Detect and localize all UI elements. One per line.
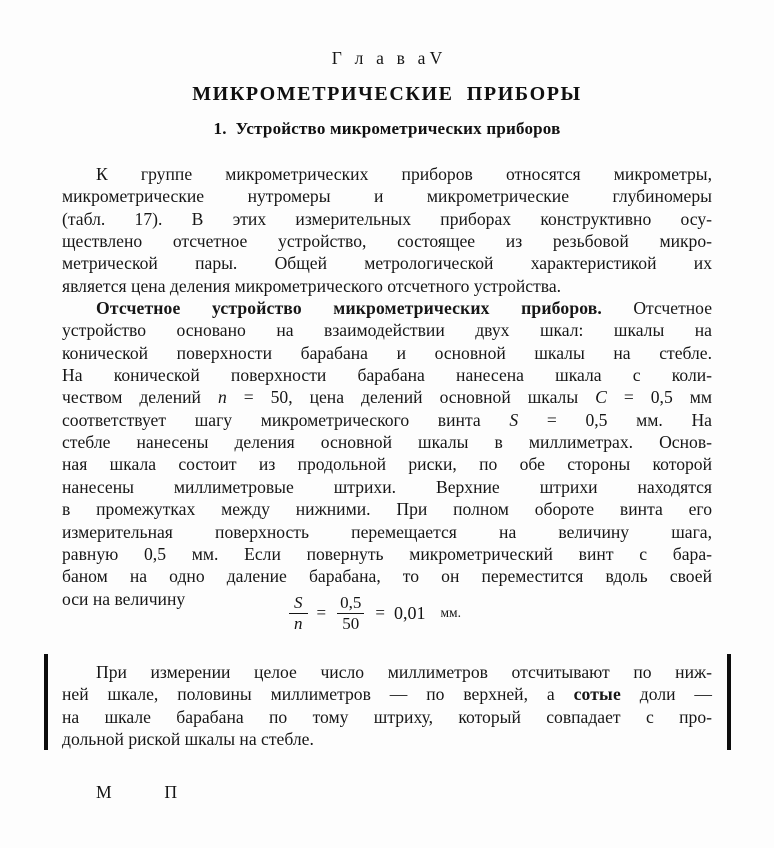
text-run: При измерении целое число миллиметров отсчитывают по ни <box>96 662 694 682</box>
paragraph-line: на шкале барабана по тому штриху, который совпадает с про- <box>62 706 712 727</box>
equals-sign-1: = <box>316 603 327 623</box>
paragraph-line-rest: Отсчетное <box>601 298 713 319</box>
text-run: ней шкале, половины миллиметров — по верхней, а <box>62 684 574 705</box>
paragraph-line: баном на одно даление барабана, то он переместится вдоль своей <box>62 566 712 587</box>
text-run: = 0,5 мм. На <box>518 409 712 430</box>
paragraph-line: ществлено отсчетное устройство, состоящее из резьбовой микро- <box>62 231 712 252</box>
paragraph-line: ная шкала состоит из продольной риски, по обе стороны которой <box>62 454 712 475</box>
paragraph-1 <box>62 163 712 297</box>
fraction-05-over-50 <box>335 594 366 633</box>
text-run: доли — <box>620 684 712 705</box>
text-run: чеством делений <box>62 387 218 408</box>
paragraph-line: микрометрические нутромеры и микрометрические глубиномеры <box>62 186 712 207</box>
paragraph-line <box>62 683 712 705</box>
paragraph-3 <box>62 661 712 750</box>
variable-S: S <box>509 409 519 430</box>
page-title: МИКРОМЕТРИЧЕСКИЕ ПРИБОРЫ <box>192 83 582 105</box>
bold-lead-in: Отсчетное устройство микрометрических приборов. <box>96 298 602 319</box>
paragraph-line <box>62 297 712 319</box>
paragraph-line: нанесены миллиметровые штрихи. Верхние штрихи находятся <box>62 476 712 497</box>
fraction-s-over-n <box>289 594 308 633</box>
right-vertical-rule <box>727 654 731 750</box>
emphasis-run: сотые <box>573 684 621 705</box>
text-run: = 50, цена делений основной шкалы <box>226 387 596 408</box>
paragraph-2 <box>62 297 712 610</box>
cut-off-next-line <box>62 740 712 802</box>
paragraph-line <box>62 409 712 431</box>
formula-unit: мм. <box>440 605 461 621</box>
paragraph-line: устройство основано на взаимодействии двух шкал: шкалы на <box>62 320 712 341</box>
chapter-number: V <box>429 48 443 68</box>
formula-denominator-value: 50 <box>337 613 364 633</box>
paragraph-line: К группе микрометрических приборов относятся микрометры, <box>96 164 712 184</box>
formula-expression <box>289 594 461 633</box>
variable-C: C <box>595 387 607 408</box>
paragraph-line: дольной риской шкалы на стебле. <box>62 729 314 750</box>
paragraph-line: конической поверхности барабана и основной шкалы на стебле. <box>62 342 712 363</box>
paragraph-line: измерительная поверхность перемещается на величину шага, <box>62 521 712 542</box>
text-run-hyphen: ж- <box>693 662 712 682</box>
paragraph-line: стебле нанесены деления основной шкалы в миллиметрах. Основ- <box>62 432 712 453</box>
formula-denominator-n: n <box>294 613 303 633</box>
paragraph-line: равную 0,5 мм. Если повернуть микрометрический винт с бара- <box>62 543 712 564</box>
formula-numerator-value: 0,5 <box>340 593 362 612</box>
chapter-label: Г л а в а <box>331 48 430 68</box>
section-heading: 1. Устройство микрометрических приборов <box>213 119 561 138</box>
cut-off-text: М П <box>96 781 178 802</box>
left-vertical-rule <box>44 654 48 750</box>
text-run: = 0,5 мм <box>606 387 712 408</box>
boxed-body-text <box>62 661 712 750</box>
text-run: соответствует шагу микрометрического винта <box>62 409 510 430</box>
formula-block <box>0 592 774 633</box>
paragraph-line: в промежутках между нижними. При полном обороте винта его <box>62 499 712 520</box>
body-text <box>62 163 712 610</box>
paragraph-line: (табл. 17). В этих измерительных приборах конструктивно осу- <box>62 208 712 229</box>
paragraph-line: На конической поверхности барабана нанесена шкала с коли- <box>62 365 712 386</box>
variable-n: n <box>217 387 227 408</box>
chapter-heading <box>0 48 774 69</box>
paragraph-line <box>62 386 712 408</box>
formula-numerator-S: S <box>294 593 303 612</box>
paragraph-line <box>62 661 712 683</box>
formula-result: 0,01 <box>393 602 426 623</box>
paragraph-line: оси на величину <box>62 588 186 609</box>
paragraph-line: метрической пары. Общей метрологической характеристикой их <box>62 253 712 274</box>
equals-sign-2: = <box>375 603 385 623</box>
paragraph-line: является цена деления микрометрического отсчетного устройства. <box>62 275 562 296</box>
